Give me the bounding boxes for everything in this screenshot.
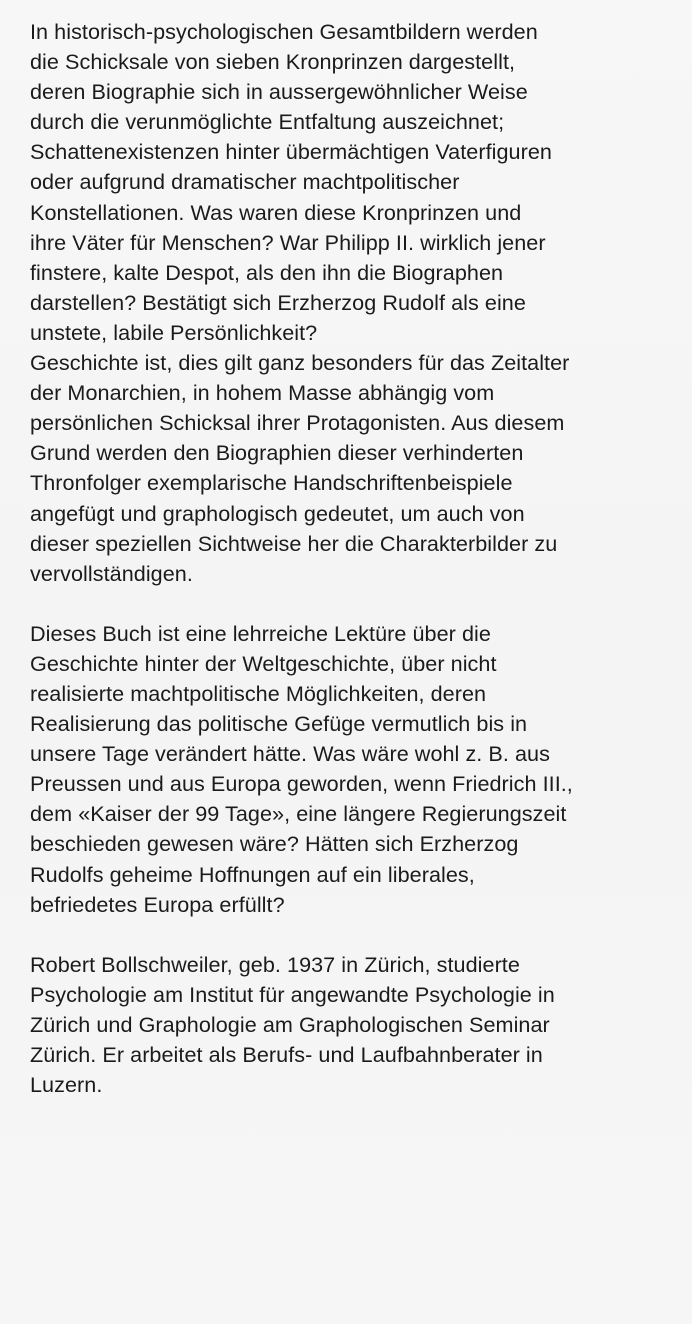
text-line: Schattenexistenzen hinter übermächtigen Vaterfiguren xyxy=(30,139,552,165)
text-line: In historisch-psychologischen Gesamtbildern werden xyxy=(30,19,538,44)
text-line: ihre Väter für Menschen? War Philipp II. wirklich jener xyxy=(30,229,546,255)
text-line: angefügt und graphologisch gedeutet, um auch von xyxy=(30,500,525,526)
text-line: befriedetes Europa erfüllt? xyxy=(30,891,285,917)
text-line: Luzern. xyxy=(30,1072,103,1098)
text-line: Zürich und Graphologie am Graphologischen Seminar xyxy=(30,1011,550,1037)
text-line: Robert Bollschweiler, geb. 1937 in Zürich, studierte xyxy=(30,951,520,977)
text-line: der Monarchien, in hohem Masse abhängig vom xyxy=(30,380,495,406)
text-line: darstellen? Bestätigt sich Erzherzog Rudolf als eine xyxy=(30,289,526,315)
text-line: deren Biographie sich in aussergewöhnlicher Weise xyxy=(30,79,528,105)
text-line: realisierte machtpolitische Möglichkeiten, deren xyxy=(30,680,487,706)
text-line: Preussen und aus Europa geworden, wenn Friedrich III., xyxy=(30,771,573,797)
text-line: Dieses Buch ist eine lehrreiche Lektüre über die xyxy=(30,620,491,646)
text-line: die Schicksale von sieben Kronprinzen dargestellt, xyxy=(30,49,516,75)
text-line: dieser speziellen Sichtweise her die Charakterbilder zu xyxy=(30,530,558,556)
text-line: Realisierung das politische Gefüge vermutlich bis in xyxy=(30,711,528,737)
text-line: Geschichte ist, dies gilt ganz besonders für das Zeitalter xyxy=(30,350,570,376)
paragraph-author-bio xyxy=(30,950,672,1100)
text-line: oder aufgrund dramatischer machtpolitischer xyxy=(30,169,460,195)
text-line: Rudolfs geheime Hoffnungen auf ein liberales, xyxy=(30,861,475,887)
paragraph-book-description xyxy=(30,17,672,589)
text-line: Thronfolger exemplarische Handschriftenbeispiele xyxy=(30,470,513,496)
text-line: dem «Kaiser der 99 Tage», eine längere Regierungszeit xyxy=(30,801,567,827)
text-line: beschieden gewesen wäre? Hätten sich Erzherzog xyxy=(30,831,519,857)
text-line: durch die verunmöglichte Entfaltung auszeichnet; xyxy=(30,109,505,135)
text-line: Grund werden den Biographien dieser verhinderten xyxy=(30,440,524,466)
text-line: Geschichte hinter der Weltgeschichte, über nicht xyxy=(30,650,497,676)
text-line: vervollständigen. xyxy=(30,560,193,586)
text-line: Zürich. Er arbeitet als Berufs- und Laufbahnberater in xyxy=(30,1042,543,1067)
text-line: unsere Tage verändert hätte. Was wäre wohl z. B. aus xyxy=(30,741,550,767)
text-line: persönlichen Schicksal ihrer Protagonisten. Aus diesem xyxy=(30,410,565,436)
text-line: finstere, kalte Despot, als den ihn die Biographen xyxy=(30,259,504,285)
text-line: Psychologie am Institut für angewandte Psychologie in xyxy=(30,981,555,1007)
paragraph-book-significance xyxy=(30,619,672,920)
text-line: unstete, labile Persönlichkeit? xyxy=(30,319,318,345)
text-line: Konstellationen. Was waren diese Kronprinzen und xyxy=(30,199,522,225)
